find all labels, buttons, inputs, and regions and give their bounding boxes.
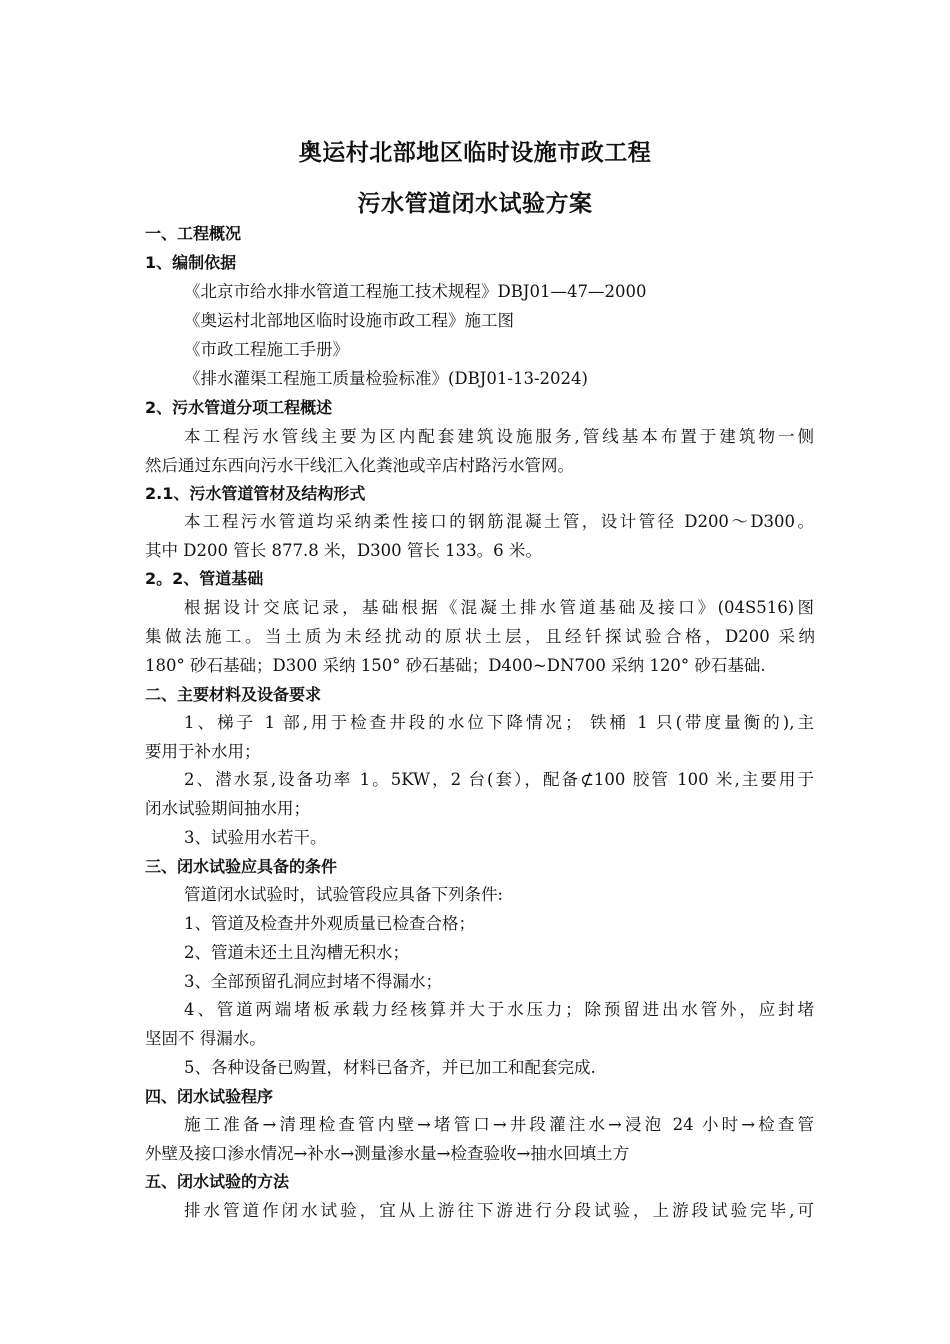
paragraph-line: 本工程污水管线主要为区内配套建筑设施服务,管线基本布置于建筑物一侧: [184, 427, 814, 446]
reference-item: 《市政工程施工手册》: [184, 340, 349, 359]
reference-item: 《北京市给水排水管道工程施工技术规程》DBJ01—47—2000: [184, 282, 647, 301]
paragraph-line: 排水管道作闭水试验，宜从上游往下游进行分段试验，上游段试验完毕,可: [184, 1201, 814, 1220]
section-heading: 四、闭水试验程序: [145, 1087, 274, 1106]
list-item-line: 坚固不 得漏水。: [145, 1029, 266, 1048]
list-item-line: 5、各种设备已购置，材料已备齐，并已加工和配套完成.: [184, 1058, 596, 1077]
list-item-line: 2、潜水泵,设备功率 1。5KW，2 台(套），配备⊄100 胶管 100 米,主要用于: [184, 770, 814, 789]
paragraph-line: 施工准备→清理检查管内壁→堵管口→井段灌注水→浸泡 24 小时→检查管: [184, 1115, 814, 1134]
subsection-heading: 2.1、污水管道管材及结构形式: [145, 484, 366, 503]
subsection-heading: 1、编制依据: [145, 253, 237, 272]
list-item-line: 2、管道未还土且沟槽无积水；: [184, 943, 409, 962]
paragraph-line: 外壁及接口渗水情况→补水→测量渗水量→检查验收→抽水回填土方: [145, 1144, 630, 1163]
list-item-line: 1、管道及检查井外观质量已检查合格；: [184, 914, 475, 933]
list-item-line: 3、试验用水若干。: [184, 828, 327, 847]
list-item-line: 要用于补水用；: [145, 742, 261, 761]
doc-title-line1: 奥运村北部地区临时设施市政工程: [298, 140, 652, 166]
reference-item: 《奥运村北部地区临时设施市政工程》施工图: [184, 311, 514, 330]
list-item-line: 闭水试验期间抽水用；: [145, 799, 310, 818]
subsection-heading: 2。2、管道基础: [145, 569, 264, 588]
list-item-line: 3、全部预留孔洞应封堵不得漏水；: [184, 972, 442, 991]
paragraph-line: 180° 砂石基础；D300 采纳 150° 砂石基础；D400~DN700 采纳 120° 砂石基础.: [145, 656, 766, 675]
list-item-line: 4、管道两端堵板承载力经核算并大于水压力；除预留进出水管外，应封堵: [184, 1000, 814, 1019]
list-item-line: 1、梯子 1 部,用于检查井段的水位下降情况； 铁桶 1 只(带度量衡的),主: [184, 713, 814, 732]
section-heading: 一、工程概况: [145, 224, 242, 243]
paragraph-line: 管道闭水试验时，试验管段应具备下列条件:: [184, 885, 504, 904]
paragraph-line: 集做法施工。当土质为未经扰动的原状土层，且经钎探试验合格，D200 采纳: [145, 627, 815, 646]
paragraph-line: 根据设计交底记录，基础根据《混凝土排水管道基础及接口》(04S516)图: [184, 598, 814, 617]
section-heading: 五、闭水试验的方法: [145, 1172, 290, 1191]
section-heading: 二、主要材料及设备要求: [145, 685, 322, 704]
section-heading: 三、闭水试验应具备的条件: [145, 857, 338, 876]
paragraph-line: 其中 D200 管长 877.8 米，D300 管长 133。6 米。: [145, 541, 542, 560]
reference-item: 《排水灌渠工程施工质量检验标准》(DBJ01-13-2024): [184, 369, 588, 388]
paragraph-line: 本工程污水管道均采纳柔性接口的钢筋混凝土管，设计管径 D200～D300。: [184, 512, 814, 531]
paragraph-line: 然后通过东西向污水干线汇入化粪池或辛店村路污水管网。: [145, 456, 574, 475]
doc-title-line2: 污水管道闭水试验方案: [357, 191, 593, 217]
subsection-heading: 2、污水管道分项工程概述: [145, 398, 333, 417]
